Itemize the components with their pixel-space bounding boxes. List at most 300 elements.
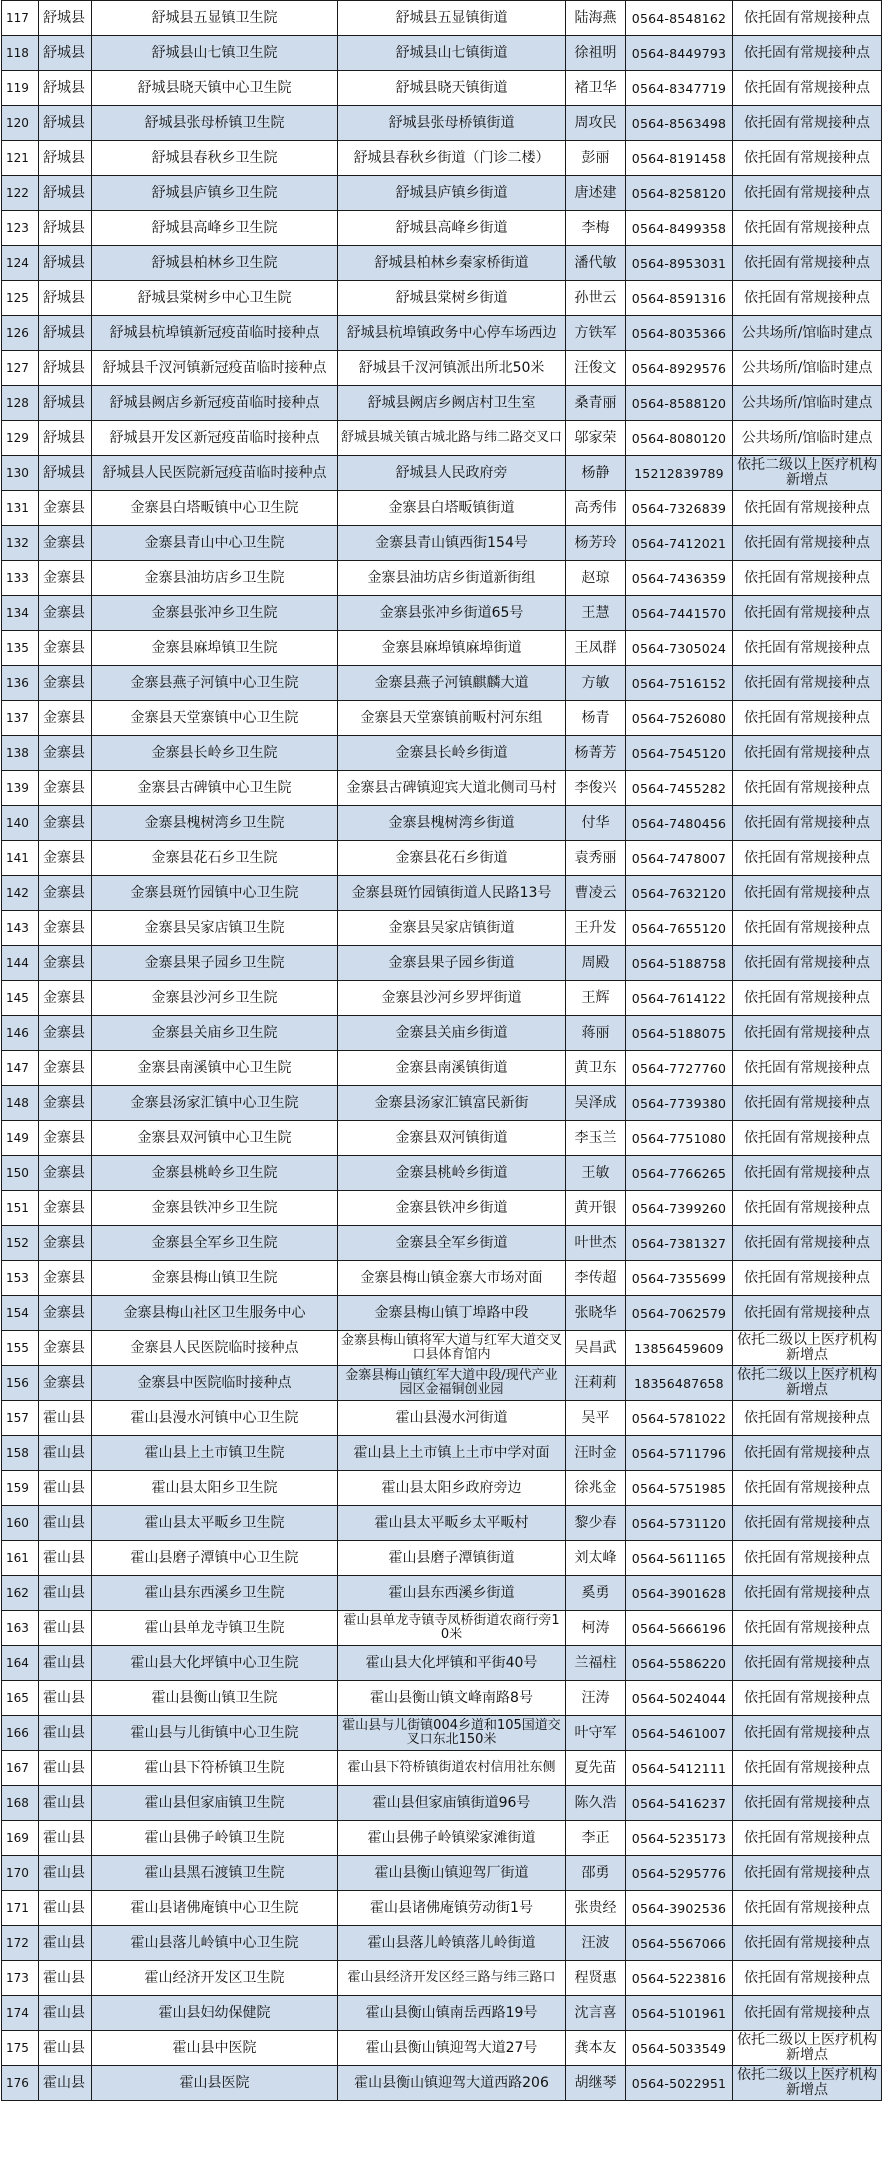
contact-person-cell: 徐祖明 [566,36,626,71]
site-type-cell: 公共场所/馆临时建点 [733,316,882,351]
site-type-cell: 依托固有常规接种点 [733,1996,882,2031]
site-name-cell: 霍山县磨子潭镇中心卫生院 [92,1541,338,1576]
table-row [2,736,882,771]
table-row [2,876,882,911]
site-type-cell: 依托固有常规接种点 [733,1121,882,1156]
address-cell: 舒城县高峰乡街道 [338,211,566,246]
phone-cell: 0564-7655120 [626,911,733,946]
county-cell: 霍山县 [39,1681,92,1716]
site-type-cell: 依托固有常规接种点 [733,1296,882,1331]
site-type-cell: 依托固有常规接种点 [733,876,882,911]
site-type-cell: 公共场所/馆临时建点 [733,386,882,421]
contact-person-cell: 李传超 [566,1261,626,1296]
site-type-cell: 依托固有常规接种点 [733,771,882,806]
contact-person-cell: 高秀伟 [566,491,626,526]
site-type-cell: 依托固有常规接种点 [733,1646,882,1681]
site-type-cell: 依托固有常规接种点 [733,1226,882,1261]
phone-cell: 0564-8588120 [626,386,733,421]
site-type-cell: 依托固有常规接种点 [733,526,882,561]
table-row [2,1086,882,1121]
site-name-cell: 霍山县与儿街镇中心卫生院 [92,1716,338,1751]
site-name-cell: 霍山县东西溪乡卫生院 [92,1576,338,1611]
address-cell: 金寨县南溪镇街道 [338,1051,566,1086]
contact-person-cell: 王辉 [566,981,626,1016]
county-cell: 霍山县 [39,1471,92,1506]
site-type-cell: 依托固有常规接种点 [733,71,882,106]
site-name-cell: 霍山县落儿岭镇中心卫生院 [92,1926,338,1961]
county-cell: 金寨县 [39,1191,92,1226]
contact-person-cell: 王慧 [566,596,626,631]
county-cell: 霍山县 [39,1541,92,1576]
county-cell: 舒城县 [39,176,92,211]
address-cell: 霍山县衡山镇南岳西路19号 [338,1996,566,2031]
address-cell: 霍山县但家庙镇街道96号 [338,1786,566,1821]
row-number-cell: 139 [2,771,39,806]
county-cell: 金寨县 [39,1086,92,1121]
county-cell: 金寨县 [39,981,92,1016]
site-type-cell: 依托固有常规接种点 [733,1856,882,1891]
phone-cell: 0564-7526080 [626,701,733,736]
county-cell: 霍山县 [39,1506,92,1541]
site-name-cell: 舒城县阙店乡新冠疫苗临时接种点 [92,386,338,421]
address-cell: 金寨县果子园乡街道 [338,946,566,981]
site-type-cell: 依托固有常规接种点 [733,596,882,631]
site-type-cell: 依托固有常规接种点 [733,106,882,141]
table-row [2,981,882,1016]
contact-person-cell: 杨青 [566,701,626,736]
address-cell: 金寨县花石乡街道 [338,841,566,876]
contact-person-cell: 邵勇 [566,1856,626,1891]
phone-cell: 0564-7441570 [626,596,733,631]
contact-person-cell: 程贤惠 [566,1961,626,1996]
contact-person-cell: 李玉兰 [566,1121,626,1156]
site-type-cell: 依托固有常规接种点 [733,666,882,701]
phone-cell: 0564-8953031 [626,246,733,281]
phone-cell: 0564-7062579 [626,1296,733,1331]
county-cell: 金寨县 [39,1366,92,1401]
site-type-cell: 依托二级以上医疗机构新增点 [733,2066,882,2101]
contact-person-cell: 王升发 [566,911,626,946]
site-name-cell: 霍山县上土市镇卫生院 [92,1436,338,1471]
phone-cell: 0564-5022951 [626,2066,733,2101]
table-row [2,1611,882,1646]
address-cell: 霍山县落儿岭镇落儿岭街道 [338,1926,566,1961]
address-cell: 金寨县铁冲乡街道 [338,1191,566,1226]
county-cell: 金寨县 [39,1331,92,1366]
phone-cell: 0564-5024044 [626,1681,733,1716]
row-number-cell: 119 [2,71,39,106]
row-number-cell: 170 [2,1856,39,1891]
phone-cell: 0564-5751985 [626,1471,733,1506]
address-cell: 金寨县吴家店镇街道 [338,911,566,946]
table-row [2,1156,882,1191]
table-row [2,1926,882,1961]
site-name-cell: 舒城县张母桥镇卫生院 [92,106,338,141]
contact-person-cell: 方铁军 [566,316,626,351]
table-row [2,1051,882,1086]
site-name-cell: 金寨县燕子河镇中心卫生院 [92,666,338,701]
phone-cell: 0564-8347719 [626,71,733,106]
contact-person-cell: 柯涛 [566,1611,626,1646]
address-cell: 金寨县天堂寨镇前畈村河东组 [338,701,566,736]
contact-person-cell: 汪莉莉 [566,1366,626,1401]
site-name-cell: 霍山县漫水河镇中心卫生院 [92,1401,338,1436]
row-number-cell: 118 [2,36,39,71]
site-type-cell: 依托固有常规接种点 [733,1576,882,1611]
address-cell: 金寨县古碑镇迎宾大道北侧司马村 [338,771,566,806]
county-cell: 金寨县 [39,1156,92,1191]
table-row [2,246,882,281]
row-number-cell: 138 [2,736,39,771]
phone-cell: 0564-8929576 [626,351,733,386]
site-name-cell: 金寨县张冲乡卫生院 [92,596,338,631]
row-number-cell: 142 [2,876,39,911]
row-number-cell: 158 [2,1436,39,1471]
row-number-cell: 120 [2,106,39,141]
site-name-cell: 舒城县高峰乡卫生院 [92,211,338,246]
contact-person-cell: 叶世杰 [566,1226,626,1261]
address-cell: 金寨县全军乡街道 [338,1226,566,1261]
county-cell: 舒城县 [39,71,92,106]
table-row [2,316,882,351]
contact-person-cell: 孙世云 [566,281,626,316]
phone-cell: 0564-3902536 [626,1891,733,1926]
row-number-cell: 162 [2,1576,39,1611]
site-name-cell: 金寨县铁冲乡卫生院 [92,1191,338,1226]
table-row [2,1366,882,1401]
site-type-cell: 依托固有常规接种点 [733,1926,882,1961]
contact-person-cell: 汪涛 [566,1681,626,1716]
row-number-cell: 160 [2,1506,39,1541]
contact-person-cell: 邬家荣 [566,421,626,456]
address-cell: 舒城县张母桥镇街道 [338,106,566,141]
contact-person-cell: 杨静 [566,456,626,491]
county-cell: 金寨县 [39,1261,92,1296]
contact-person-cell: 龚本友 [566,2031,626,2066]
table-row [2,561,882,596]
phone-cell: 0564-5235173 [626,1821,733,1856]
table-row [2,1506,882,1541]
address-cell: 霍山县上土市镇上土市中学对面 [338,1436,566,1471]
contact-person-cell: 曹凌云 [566,876,626,911]
site-name-cell: 金寨县古碑镇中心卫生院 [92,771,338,806]
address-cell: 舒城县阙店乡阙店村卫生室 [338,386,566,421]
site-name-cell: 舒城县千汊河镇新冠疫苗临时接种点 [92,351,338,386]
site-name-cell: 金寨县麻埠镇卫生院 [92,631,338,666]
address-cell: 霍山县太平畈乡太平畈村 [338,1506,566,1541]
table-row [2,841,882,876]
county-cell: 霍山县 [39,2031,92,2066]
county-cell: 金寨县 [39,666,92,701]
phone-cell: 0564-8563498 [626,106,733,141]
row-number-cell: 122 [2,176,39,211]
site-name-cell: 霍山县但家庙镇卫生院 [92,1786,338,1821]
contact-person-cell: 胡继琴 [566,2066,626,2101]
site-type-cell: 依托二级以上医疗机构新增点 [733,1331,882,1366]
address-cell: 霍山县磨子潭镇街道 [338,1541,566,1576]
table-row [2,456,882,491]
contact-person-cell: 方敏 [566,666,626,701]
table-row [2,806,882,841]
site-name-cell: 金寨县花石乡卫生院 [92,841,338,876]
address-cell: 金寨县斑竹园镇街道人民路13号 [338,876,566,911]
site-type-cell: 依托固有常规接种点 [733,1436,882,1471]
table-row [2,71,882,106]
site-type-cell: 依托固有常规接种点 [733,1681,882,1716]
row-number-cell: 132 [2,526,39,561]
site-name-cell: 金寨县沙河乡卫生院 [92,981,338,1016]
table-row [2,631,882,666]
county-cell: 霍山县 [39,1751,92,1786]
address-cell: 金寨县汤家汇镇富民新街 [338,1086,566,1121]
phone-cell: 0564-5586220 [626,1646,733,1681]
address-cell: 金寨县燕子河镇麒麟大道 [338,666,566,701]
site-type-cell: 依托固有常规接种点 [733,1471,882,1506]
contact-person-cell: 唐述建 [566,176,626,211]
row-number-cell: 125 [2,281,39,316]
site-name-cell: 舒城县开发区新冠疫苗临时接种点 [92,421,338,456]
contact-person-cell: 黎少春 [566,1506,626,1541]
phone-cell: 0564-8191458 [626,141,733,176]
row-number-cell: 129 [2,421,39,456]
site-type-cell: 依托固有常规接种点 [733,1,882,36]
site-type-cell: 依托固有常规接种点 [733,1086,882,1121]
contact-person-cell: 桑青丽 [566,386,626,421]
phone-cell: 0564-5461007 [626,1716,733,1751]
row-number-cell: 172 [2,1926,39,1961]
address-cell: 舒城县柏林乡秦家桥街道 [338,246,566,281]
phone-cell: 0564-5188758 [626,946,733,981]
address-cell: 金寨县张冲乡街道65号 [338,596,566,631]
table-row [2,1121,882,1156]
contact-person-cell: 沈言喜 [566,1996,626,2031]
site-name-cell: 舒城县棠树乡中心卫生院 [92,281,338,316]
address-cell: 舒城县庐镇乡街道 [338,176,566,211]
address-cell: 金寨县桃岭乡街道 [338,1156,566,1191]
contact-person-cell: 张贵经 [566,1891,626,1926]
site-name-cell: 霍山县医院 [92,2066,338,2101]
contact-person-cell: 黄开银 [566,1191,626,1226]
county-cell: 霍山县 [39,1926,92,1961]
phone-cell: 0564-7632120 [626,876,733,911]
county-cell: 金寨县 [39,1226,92,1261]
table-row [2,1786,882,1821]
row-number-cell: 161 [2,1541,39,1576]
county-cell: 金寨县 [39,1016,92,1051]
phone-cell: 0564-7516152 [626,666,733,701]
address-cell: 舒城县春秋乡街道（门诊二楼） [338,141,566,176]
contact-person-cell: 吴昌武 [566,1331,626,1366]
row-number-cell: 155 [2,1331,39,1366]
row-number-cell: 124 [2,246,39,281]
address-cell: 舒城县杭埠镇政务中心停车场西边 [338,316,566,351]
phone-cell: 0564-5101961 [626,1996,733,2031]
site-type-cell: 依托固有常规接种点 [733,1506,882,1541]
table-row [2,1961,882,1996]
phone-cell: 0564-7412021 [626,526,733,561]
table-row [2,1401,882,1436]
table-row [2,211,882,246]
table-row [2,596,882,631]
contact-person-cell: 杨菁芳 [566,736,626,771]
site-name-cell: 舒城县晓天镇中心卫生院 [92,71,338,106]
county-cell: 舒城县 [39,211,92,246]
site-type-cell: 依托固有常规接种点 [733,1401,882,1436]
table-row [2,2031,882,2066]
site-name-cell: 舒城县春秋乡卫生院 [92,141,338,176]
row-number-cell: 151 [2,1191,39,1226]
phone-cell: 0564-5188075 [626,1016,733,1051]
site-name-cell: 霍山县下符桥镇卫生院 [92,1751,338,1786]
site-name-cell: 金寨县梅山镇卫生院 [92,1261,338,1296]
site-name-cell: 舒城县杭埠镇新冠疫苗临时接种点 [92,316,338,351]
row-number-cell: 168 [2,1786,39,1821]
site-type-cell: 依托固有常规接种点 [733,1156,882,1191]
site-name-cell: 霍山县佛子岭镇卫生院 [92,1821,338,1856]
county-cell: 霍山县 [39,1436,92,1471]
contact-person-cell: 吴平 [566,1401,626,1436]
row-number-cell: 173 [2,1961,39,1996]
table-row [2,1,882,36]
phone-cell: 0564-7739380 [626,1086,733,1121]
address-cell: 舒城县山七镇街道 [338,36,566,71]
site-name-cell: 霍山县妇幼保健院 [92,1996,338,2031]
county-cell: 霍山县 [39,1646,92,1681]
row-number-cell: 136 [2,666,39,701]
contact-person-cell: 徐兆金 [566,1471,626,1506]
site-type-cell: 依托固有常规接种点 [733,701,882,736]
site-type-cell: 依托固有常规接种点 [733,176,882,211]
row-number-cell: 128 [2,386,39,421]
table-row [2,1716,882,1751]
county-cell: 舒城县 [39,316,92,351]
phone-cell: 0564-5711796 [626,1436,733,1471]
table-row [2,666,882,701]
table-row [2,1576,882,1611]
county-cell: 霍山县 [39,1786,92,1821]
row-number-cell: 123 [2,211,39,246]
phone-cell: 0564-7545120 [626,736,733,771]
site-type-cell: 依托固有常规接种点 [733,281,882,316]
site-name-cell: 金寨县槐树湾乡卫生院 [92,806,338,841]
contact-person-cell: 周殿 [566,946,626,981]
phone-cell: 15212839789 [626,456,733,491]
contact-person-cell: 李正 [566,1821,626,1856]
site-name-cell: 金寨县白塔畈镇中心卫生院 [92,491,338,526]
address-cell: 舒城县五显镇街道 [338,1,566,36]
site-name-cell: 金寨县梅山社区卫生服务中心 [92,1296,338,1331]
address-cell: 霍山县衡山镇迎驾厂街道 [338,1856,566,1891]
table-row [2,491,882,526]
site-name-cell: 霍山县单龙寺镇卫生院 [92,1611,338,1646]
phone-cell: 0564-7399260 [626,1191,733,1226]
table-row [2,1296,882,1331]
phone-cell: 0564-5412111 [626,1751,733,1786]
phone-cell: 0564-8449793 [626,36,733,71]
phone-cell: 0564-5731120 [626,1506,733,1541]
county-cell: 霍山县 [39,1716,92,1751]
table-row [2,946,882,981]
table-row [2,771,882,806]
phone-cell: 0564-8591316 [626,281,733,316]
row-number-cell: 174 [2,1996,39,2031]
site-type-cell: 依托二级以上医疗机构新增点 [733,456,882,491]
site-name-cell: 金寨县桃岭乡卫生院 [92,1156,338,1191]
phone-cell: 0564-7305024 [626,631,733,666]
phone-cell: 18356487658 [626,1366,733,1401]
county-cell: 金寨县 [39,841,92,876]
site-name-cell: 霍山经济开发区卫生院 [92,1961,338,1996]
row-number-cell: 121 [2,141,39,176]
phone-cell: 0564-8258120 [626,176,733,211]
phone-cell: 0564-7455282 [626,771,733,806]
address-cell: 金寨县槐树湾乡街道 [338,806,566,841]
contact-person-cell: 陆海燕 [566,1,626,36]
contact-person-cell: 张晓华 [566,1296,626,1331]
site-name-cell: 金寨县果子园乡卫生院 [92,946,338,981]
address-cell: 霍山县与儿街镇004乡道和105国道交叉口东北150米 [338,1716,566,1751]
contact-person-cell: 汪波 [566,1926,626,1961]
row-number-cell: 131 [2,491,39,526]
table-row [2,1016,882,1051]
row-number-cell: 175 [2,2031,39,2066]
row-number-cell: 167 [2,1751,39,1786]
county-cell: 霍山县 [39,1891,92,1926]
contact-person-cell: 袁秀丽 [566,841,626,876]
county-cell: 金寨县 [39,911,92,946]
site-type-cell: 依托固有常规接种点 [733,561,882,596]
address-cell: 霍山县下符桥镇街道农村信用社东侧 [338,1751,566,1786]
table-row [2,1471,882,1506]
site-name-cell: 舒城县人民医院新冠疫苗临时接种点 [92,456,338,491]
site-type-cell: 依托固有常规接种点 [733,1786,882,1821]
phone-cell: 0564-7355699 [626,1261,733,1296]
row-number-cell: 159 [2,1471,39,1506]
phone-cell: 0564-7766265 [626,1156,733,1191]
site-type-cell: 依托固有常规接种点 [733,246,882,281]
site-name-cell: 舒城县山七镇卫生院 [92,36,338,71]
site-type-cell: 依托固有常规接种点 [733,1541,882,1576]
county-cell: 舒城县 [39,1,92,36]
row-number-cell: 171 [2,1891,39,1926]
county-cell: 舒城县 [39,386,92,421]
address-cell: 金寨县梅山镇丁埠路中段 [338,1296,566,1331]
contact-person-cell: 付华 [566,806,626,841]
site-name-cell: 舒城县庐镇乡卫生院 [92,176,338,211]
contact-person-cell: 李梅 [566,211,626,246]
contact-person-cell: 叶守军 [566,1716,626,1751]
contact-person-cell: 周攻民 [566,106,626,141]
phone-cell: 0564-5416237 [626,1786,733,1821]
phone-cell: 0564-5295776 [626,1856,733,1891]
site-name-cell: 金寨县双河镇中心卫生院 [92,1121,338,1156]
table-row [2,1821,882,1856]
phone-cell: 0564-3901628 [626,1576,733,1611]
county-cell: 金寨县 [39,1121,92,1156]
table-row [2,701,882,736]
county-cell: 霍山县 [39,1576,92,1611]
site-type-cell: 依托固有常规接种点 [733,806,882,841]
contact-person-cell: 奚勇 [566,1576,626,1611]
row-number-cell: 164 [2,1646,39,1681]
phone-cell: 0564-5033549 [626,2031,733,2066]
county-cell: 舒城县 [39,456,92,491]
row-number-cell: 145 [2,981,39,1016]
row-number-cell: 126 [2,316,39,351]
phone-cell: 0564-7614122 [626,981,733,1016]
site-type-cell: 依托固有常规接种点 [733,631,882,666]
table-row [2,1261,882,1296]
